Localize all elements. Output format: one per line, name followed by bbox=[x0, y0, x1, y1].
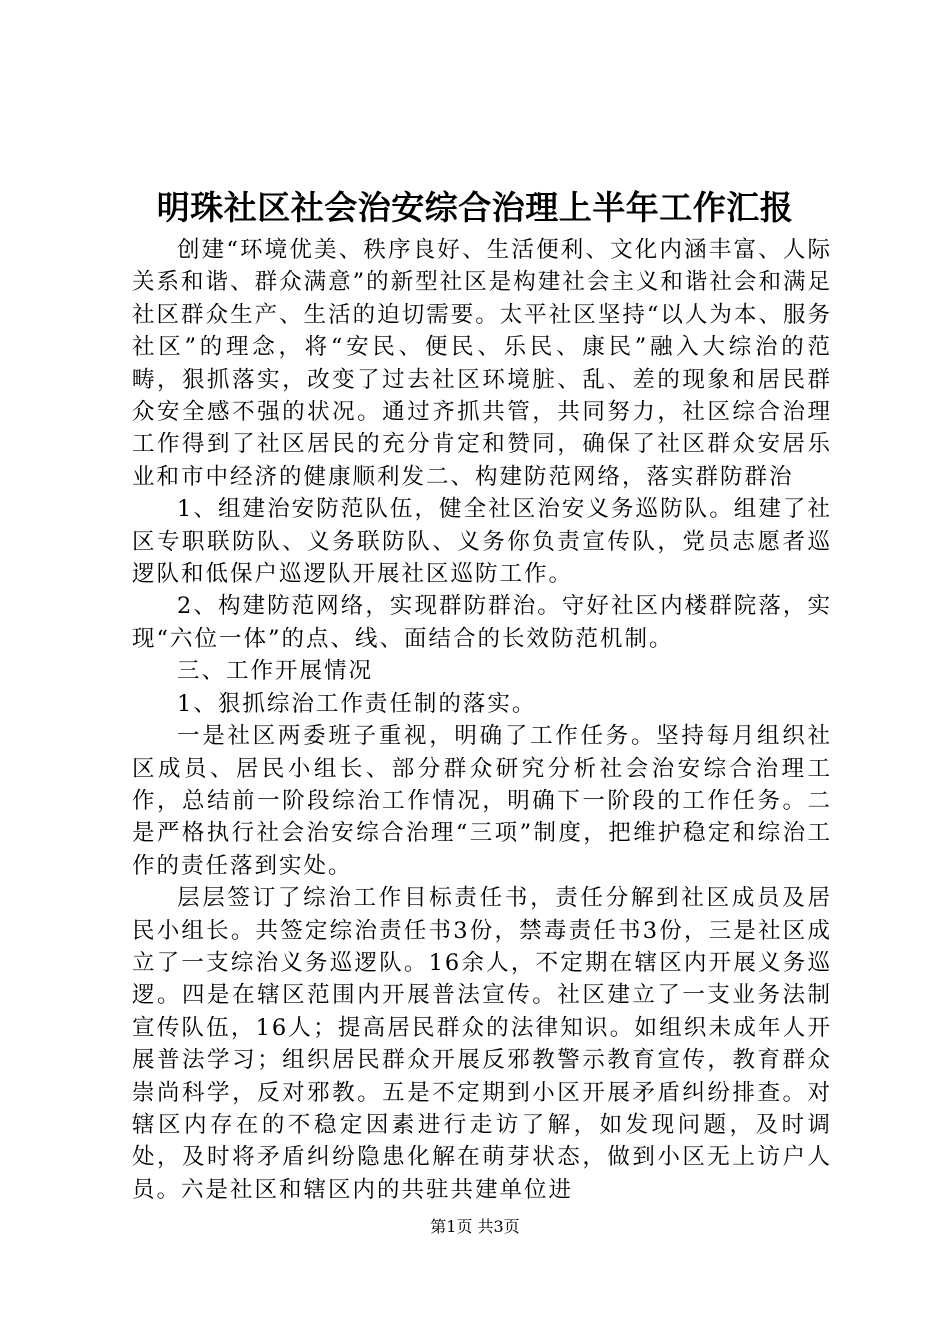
paragraph-item-1: 1、组建治安防范队伍，健全社区治安义务巡防队。组建了社区专职联防队、义务联防队、义务你负责宣传队，党员志愿者巡逻队和低保户巡逻队开展社区巡防工作。 bbox=[132, 496, 832, 588]
document-title: 明珠社区社会治安综合治理上半年工作汇报 bbox=[156, 188, 794, 227]
page-number: 第1页 共3页 bbox=[430, 1217, 520, 1236]
document-body bbox=[132, 234, 832, 1206]
paragraph-tasks: 一是社区两委班子重视，明确了工作任务。坚持每月组织社区成员、居民小组长、部分群众研究分析社会治安综合治理工作，总结前一阶段综治工作情况，明确下一阶段的工作任务。二是严格执行社会治安综合治理“三项”制度，把维护稳定和综治工作的责任落到实处。 bbox=[132, 723, 832, 879]
subsection-heading-1: 1、狠抓综治工作责任制的落实。 bbox=[177, 690, 537, 717]
paragraph-intro: 创建“环境优美、秩序良好、生活便利、文化内涵丰富、人际关系和谐、群众满意”的新型社区是构建社会主义和谐社会和满足社区群众生产、生活的迫切需要。太平社区坚持“以人为本、服务社区”的理念，将“安民、便民、乐民、康民”融入大综治的范畴，狠抓落实，改变了过去社区环境脏、乱、差的现象和居民群众安全感不强的状况。通过齐抓共管，共同努力，社区综合治理工作得到了社区居民的充分肯定和赞同，确保了社区群众安居乐业和市中经济的健康顺利发二、构建防范网络，落实群防群治 bbox=[132, 237, 832, 490]
paragraph-item-2: 2、构建防范网络，实现群防群治。守好社区内楼群院落，实现“六位一体”的点、线、面结合的长效防范机制。 bbox=[132, 593, 832, 652]
paragraph-responsibility: 层层签订了综治工作目标责任书，责任分解到社区成员及居民小组长。共签定综治责任书3份，禁毒责任书3份，三是社区成立了一支综治义务巡逻队。16余人，不定期在辖区内开展义务巡逻。四是在辖区范围内开展普法宣传。社区建立了一支业务法制宣传队伍，16人；提高居民群众的法律知识。如组织未成年人开展普法学习；组织居民群众开展反邪教警示教育宣传，教育群众崇尚科学，反对邪教。五是不定期到小区开展矛盾纠纷排查。对辖区内存在的不稳定因素进行走访了解，如发现问题，及时调处，及时将矛盾纠纷隐患化解在萌芽状态，做到小区无上访户人员。六是社区和辖区内的共驻共建单位进 bbox=[132, 885, 832, 1203]
section-heading-3: 三、工作开展情况 bbox=[177, 658, 374, 685]
